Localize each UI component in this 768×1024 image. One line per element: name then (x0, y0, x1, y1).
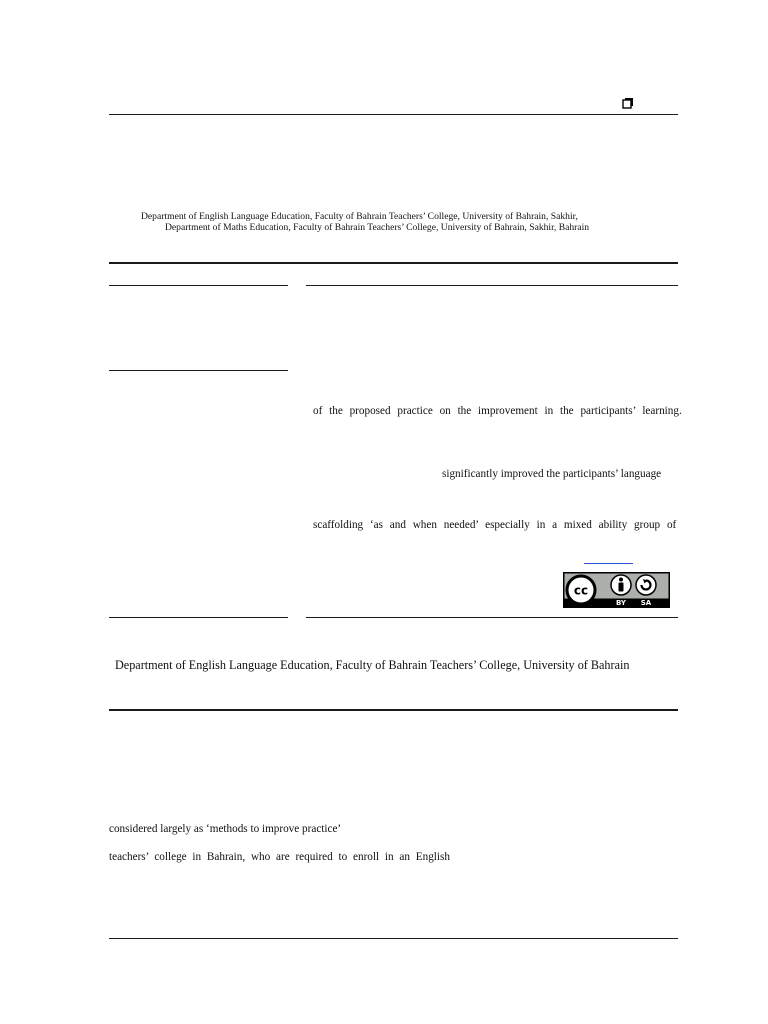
license-link[interactable] (584, 563, 633, 564)
article-info-mid-rule (109, 370, 288, 371)
article-info-top-rule (109, 285, 288, 286)
affiliation-line-1: Department of English Language Education, Faculty of Bahrain Teachers’ College, University of Bahrain, Sakhir, (141, 211, 578, 222)
correspondence-address: Department of English Language Education, Faculty of Bahrain Teachers’ College, University of Bahrain (115, 658, 630, 672)
affiliation-line-2: Department of Maths Education, Faculty of Bahrain Teachers’ College, University of Bahrain, Sakhir, Bahrain (165, 222, 590, 233)
title-block-rule (109, 262, 678, 264)
correspondence-rule (109, 709, 678, 711)
by-label: BY (615, 599, 627, 607)
cc-by-sa-badge-icon[interactable] (563, 572, 670, 608)
intro-fragment-2: teachers’ college in Bahrain, who are required to enroll in an English (109, 851, 450, 863)
cc-text: cc (573, 583, 589, 598)
intro-fragment-1: considered largely as ‘methods to improve practice’ (109, 823, 342, 835)
abstract-fragment-1: of the proposed practice on the improvement in the participants’ learning. (313, 405, 682, 417)
article-info-bottom-rule (109, 617, 288, 618)
header-rule (109, 114, 678, 115)
abstract-fragment-2: significantly improved the participants’ language (442, 468, 662, 480)
square-outline-icon (622, 97, 634, 109)
abstract-top-rule (306, 285, 678, 286)
sa-label: SA (640, 599, 652, 607)
abstract-bottom-rule (306, 617, 678, 618)
footer-rule (109, 938, 678, 939)
abstract-fragment-3: scaffolding ‘as and when needed’ especially in a mixed ability group of (313, 519, 677, 531)
